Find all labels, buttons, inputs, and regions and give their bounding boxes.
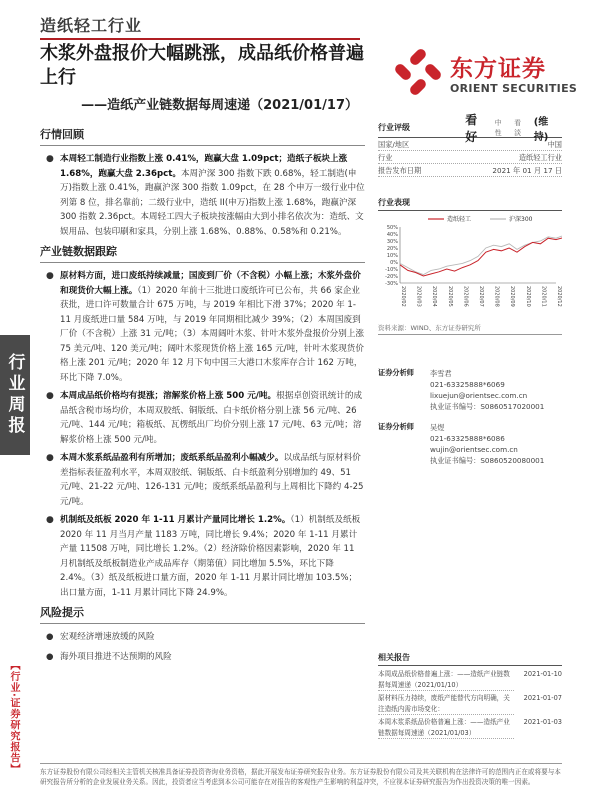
rating-keep: (维持) bbox=[533, 116, 549, 143]
risk-item bbox=[40, 630, 365, 644]
info-value: 中国 bbox=[547, 140, 562, 149]
analyst-role: 证券分析师 bbox=[378, 422, 414, 431]
related-heading: 相关报告 bbox=[378, 652, 562, 666]
performance-heading: 行业表现 bbox=[378, 197, 562, 211]
x-tick-label: 2020/02 bbox=[400, 286, 406, 307]
orient-logo-icon bbox=[392, 46, 444, 98]
x-tick-label: 2020/11 bbox=[540, 286, 547, 307]
section-rule bbox=[40, 145, 365, 146]
analyst-details bbox=[430, 422, 544, 466]
section-rule bbox=[40, 623, 365, 624]
side-bar-text: 行业周报 bbox=[4, 353, 25, 437]
rating-negative: 看淡 bbox=[514, 118, 522, 137]
related-date: 2021-01-07 bbox=[523, 694, 562, 702]
bullet-dot-icon: ● bbox=[46, 453, 54, 463]
info-row bbox=[378, 151, 562, 164]
bullet-dot-icon: ● bbox=[46, 515, 54, 525]
footer-disclaimer: 东方证券股份有限公司经相关主管机关核准具备证券投资咨询业务资格，据此开展发布证券研究报告业务。东方证券股份有限公司及其关联机构在法律许可的范围内正在或将要与本研究报告所分析的企业发展业务关系。因此，投资者应当考虑到本公司可能存在对报告的客观性产生影响的利益冲突，不应视本证券研究报告为作出投资决策的唯一因素。 bbox=[40, 768, 561, 786]
rating-row bbox=[378, 112, 562, 144]
x-tick-label: 2020/12 bbox=[556, 286, 562, 307]
report-title: 木浆外盘报价大幅跳涨，成品纸价格普遍上行 bbox=[40, 43, 364, 88]
analyst-license: 执业证书编号：S0860520080001 bbox=[430, 456, 545, 465]
series-line-industry bbox=[400, 238, 562, 277]
analyst-card bbox=[378, 368, 562, 412]
bullet-text: 本周木浆系纸品盈利有所增加；废纸系纸品盈利小幅减少。以成品纸与原材料价差指标表征盈利水平，本周双胶纸、铜版纸、白卡纸盈利分别增加约 49、51 元/吨、21-22 元/吨、126-131 元/吨；废纸系纸品盈利与上周相比下降约 4-25 元/吨。 bbox=[60, 453, 364, 507]
industry-tag: 造纸轻工行业 bbox=[40, 16, 143, 35]
x-tick-label: 2020/03 bbox=[415, 286, 422, 307]
risk-item bbox=[40, 650, 365, 664]
analyst-details bbox=[430, 368, 544, 412]
related-date: 2021-01-03 bbox=[523, 718, 562, 726]
info-value: 2021 年 01 月 17 日 bbox=[492, 166, 562, 175]
y-tick-label: -20% bbox=[385, 274, 398, 280]
y-tick-label: 20% bbox=[386, 246, 398, 252]
bullet-item bbox=[40, 389, 365, 447]
analyst-role: 证券分析师 bbox=[378, 368, 414, 377]
y-tick-label: 50% bbox=[386, 225, 398, 231]
x-tick-label: 2020/08 bbox=[493, 286, 500, 307]
risk-text: 海外项目推进不达预期的风险 bbox=[60, 652, 172, 662]
y-tick-label: -30% bbox=[385, 281, 398, 287]
rating-label: 行业评级 bbox=[378, 123, 410, 132]
bullet-item bbox=[40, 451, 365, 509]
report-subtitle: ——造纸产业链数据每周速递（2021/01/17） bbox=[81, 98, 358, 113]
analyst-name: 李雪君 bbox=[430, 369, 452, 378]
info-value: 造纸轻工行业 bbox=[518, 153, 562, 162]
info-key: 行业 bbox=[378, 153, 393, 162]
x-tick-label: 2020/05 bbox=[446, 286, 453, 307]
performance-chart-svg bbox=[378, 211, 562, 321]
info-row bbox=[378, 164, 562, 177]
legend-label-hs300: 沪深300 bbox=[509, 216, 533, 223]
related-title[interactable]: 原材料压力持续，废纸产能替代方向明确，关注造纸内需市场变化： bbox=[378, 693, 514, 715]
logo-en-text: ORIENT SECURITIES bbox=[450, 82, 578, 95]
side-label: 【行业·证券研究报告】 bbox=[8, 660, 19, 775]
analyst-license: 执业证书编号：S0860517020001 bbox=[430, 402, 545, 411]
related-title[interactable]: 本周木浆系纸品价格普遍上涨：——造纸产业链数据每周速递（2021/01/03） bbox=[378, 717, 514, 739]
series-line-hs300 bbox=[400, 235, 562, 274]
analyst-phone: 021-63325888*6086 bbox=[430, 434, 505, 443]
performance-chart bbox=[378, 211, 562, 321]
section-rule bbox=[40, 262, 365, 263]
logo-cn-text: 东方证券 bbox=[450, 56, 546, 82]
info-key: 国家/地区 bbox=[378, 140, 410, 149]
main-column bbox=[40, 122, 365, 670]
x-tick-label: 2020/10 bbox=[524, 286, 531, 307]
bullet-text: 机制纸及纸板 2020 年 1-11 月累计产量同比增长 1.2%。（1）机制纸及纸板 2020 年 11 月当月产量 1183 万吨，同比增长 9.4%；2020 年 1-11 月累计产量 11508 万吨，同比增长 1.2%。（2）经济除价格因素影响，2020 年 11 月机制纸及纸板制造业产成品库存（期第值）同比增加 5.5%，环比下降 2.4%。（3）纸及纸板进口量方面，2020 年 1-11 月累计同比增加 103.5%；出口量方面，1-11 月累计同比下降 24.9%。 bbox=[60, 515, 361, 598]
analyst-name: 吴煜 bbox=[430, 423, 445, 432]
related-item[interactable] bbox=[378, 693, 562, 715]
x-tick-label: 2020/04 bbox=[431, 286, 438, 307]
footer-rule bbox=[40, 763, 562, 764]
bullet-dot-icon: ● bbox=[46, 391, 54, 401]
side-bar bbox=[0, 335, 30, 455]
bullet-text: 本周成品纸价格均有提涨；溶解浆价格上涨 500 元/吨。根据卓创资讯统计的成品纸含税市场均价，本周双胶纸、铜版纸、白卡纸价格分别上涨 56 元/吨、26 元/吨、144 元/吨；箱板纸、瓦楞纸出厂均价分别上涨 17 元/吨、63 元/吨；溶解浆价格上涨 500 元/吨。 bbox=[60, 391, 363, 445]
x-tick-label: 2020/06 bbox=[462, 286, 469, 307]
rating-value: 看好 bbox=[465, 112, 478, 144]
bullet-item bbox=[40, 269, 365, 385]
y-tick-label: 0% bbox=[390, 260, 398, 266]
section-heading-risk: 风险提示 bbox=[40, 606, 84, 619]
bullet-text: 本周轻工制造行业指数上涨 0.41%，跑赢大盘 1.09pct；造纸子板块上涨 1.68%，跑赢大盘 2.36pct。本周沪深 300 指数下跌 0.68%，轻工制造(申万)指数上涨 0.41%，跑赢沪深 300 指数 1.09pct，在 28 个申万一级行业中位列第 8 位，排名靠前；二级行业中，造纸 II(申万)指数上涨 1.68%，跑赢沪深 300 指数 2.36pct。本周轻工四大子板块按涨幅由大到小排名依次为：造纸、文娱用品、包装印刷和家具，分别上涨 1.68%、0.88%、0.58%和 0.21%。 bbox=[60, 154, 365, 237]
bullet-dot-icon: ● bbox=[46, 271, 54, 281]
x-tick-label: 2020/07 bbox=[478, 286, 484, 307]
risk-text: 宏观经济增速放缓的风险 bbox=[60, 632, 155, 642]
bullet-item bbox=[40, 152, 365, 239]
section-heading-chain: 产业链数据跟踪 bbox=[40, 245, 117, 258]
analyst-card bbox=[378, 422, 562, 466]
y-tick-label: 10% bbox=[386, 253, 398, 259]
orient-logo bbox=[392, 46, 578, 102]
section-heading-market: 行情回顾 bbox=[40, 128, 84, 141]
legend-label-industry: 造纸轻工 bbox=[447, 216, 472, 223]
analyst-email[interactable]: lixuejun@orientsec.com.cn bbox=[430, 391, 528, 400]
analyst-email[interactable]: wujin@orientsec.com.cn bbox=[430, 445, 518, 454]
related-title[interactable]: 本周成品纸价格普遍上涨：——造纸产业链数据每周速递（2021/01/10） bbox=[378, 669, 514, 691]
right-column bbox=[378, 112, 562, 335]
info-key: 报告发布日期 bbox=[378, 166, 422, 175]
analyst-phone: 021-63325888*6069 bbox=[430, 380, 505, 389]
bullet-dot-icon: ● bbox=[46, 652, 54, 662]
related-reports bbox=[378, 652, 562, 741]
rating-neutral: 中性 bbox=[494, 118, 502, 137]
related-date: 2021-01-10 bbox=[523, 670, 562, 678]
top-rule bbox=[40, 38, 360, 40]
bullet-dot-icon: ● bbox=[46, 154, 54, 164]
related-item[interactable] bbox=[378, 669, 562, 691]
y-tick-label: -10% bbox=[385, 267, 398, 273]
y-tick-label: 40% bbox=[386, 232, 398, 238]
bullet-dot-icon: ● bbox=[46, 632, 54, 642]
y-tick-label: 30% bbox=[386, 239, 398, 245]
bullet-text: 原材料方面，进口废纸持续减量；国废到厂价（不含税）小幅上涨；木浆外盘价和现货价大幅上涨。（1）2020 年前十三批进口废纸许可已公布，共 66 家企业获批，进口许可数量合计 675 万吨，与 2019 年相比下滑 37%；2020 年 1-11 月废纸进口量 584 万吨，与 2019 年同期相比减少 39%；（2）本周国废到厂价（不含税）上涨 31 元/吨；（3）本周阔叶木浆、针叶木浆外盘报价分别上涨 75 美元/吨、120 美元/吨；阔叶木浆现货价格上涨 165 元/吨，针叶木浆现货价格上涨 201 元/吨；2020 年 12 月下旬中国三大港口木浆库存合计 162 万吨，环比下降 7.0%。 bbox=[60, 271, 365, 383]
related-item[interactable] bbox=[378, 717, 562, 739]
x-tick-label: 2020/09 bbox=[509, 286, 516, 307]
analysts-block bbox=[378, 368, 562, 476]
bullet-item bbox=[40, 513, 365, 600]
chart-source: 资料来源：WIND、东方证券研究所 bbox=[378, 323, 562, 335]
